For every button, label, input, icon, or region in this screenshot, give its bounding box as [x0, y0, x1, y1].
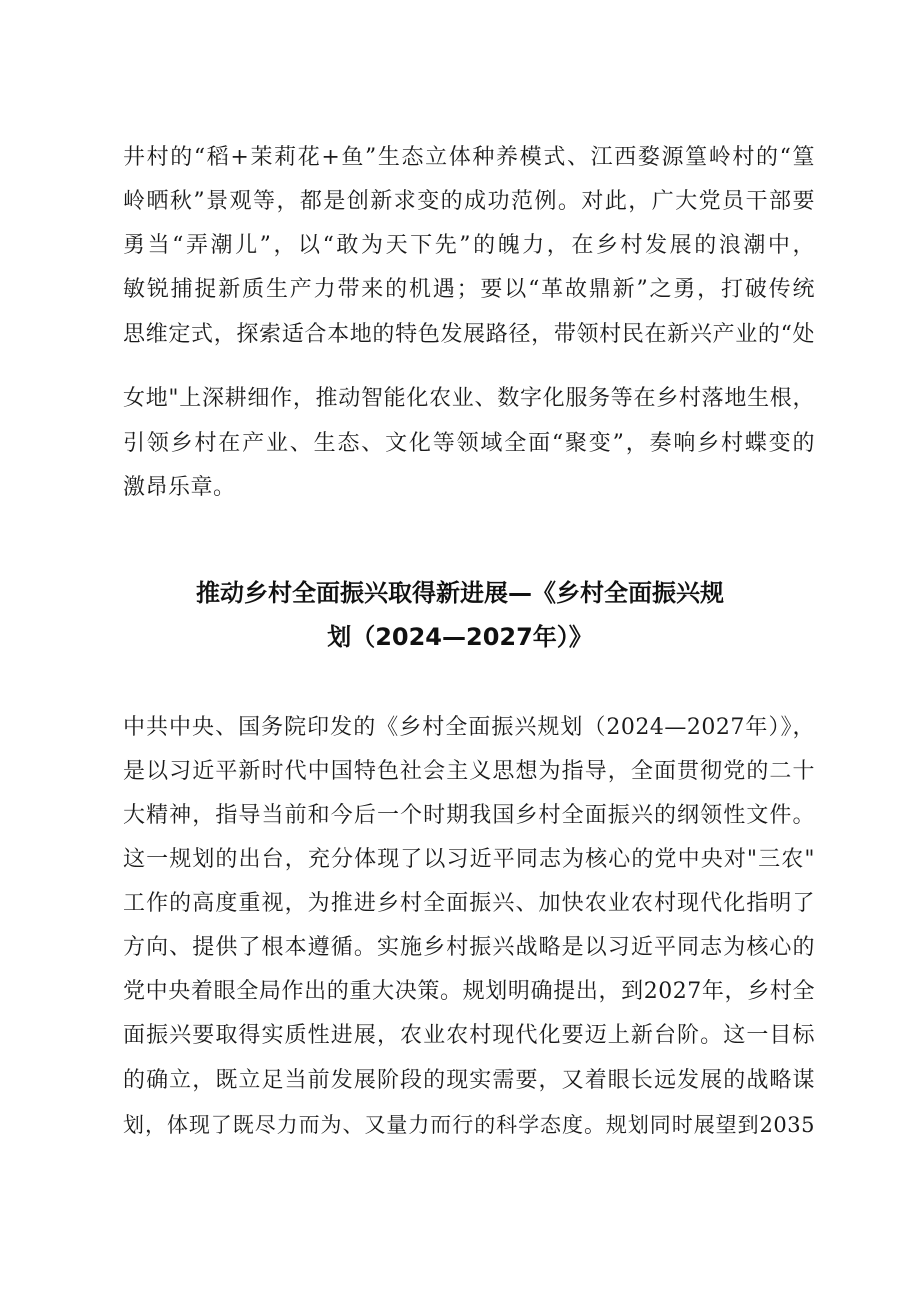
- paragraph-line: 女地"上深耕细作，推动智能化农业、数字化服务等在乡村落地生根，: [123, 386, 815, 411]
- section-heading-line-1: 推动乡村全面振兴取得新进展—《乡村全面振兴规: [196, 579, 724, 607]
- paragraph-line: 激昂乐章。: [123, 475, 236, 500]
- paragraph-line: 这一规划的出台，充分体现了以习近平同志为核心的党中央对"三农": [123, 847, 815, 872]
- paragraph-line: 党中央着眼全局作出的重大决策。规划明确提出，到2027年，乡村全: [123, 979, 815, 1004]
- paragraph-line: 引领乡村在产业、生态、文化等领域全面“聚变”，奏响乡村蝶变的: [123, 431, 815, 456]
- paragraph-line: 划，体现了既尽力而为、又量力而行的科学态度。规划同时展望到2035: [123, 1113, 815, 1137]
- paragraph-line: 思维定式，探索适合本地的特色发展路径，带领村民在新兴产业的“处: [123, 322, 815, 347]
- paragraph-line: 大精神，指导当前和今后一个时期我国乡村全面振兴的纲领性文件。: [123, 803, 815, 828]
- paragraph-line: 是以习近平新时代中国特色社会主义思想为指导，全面贯彻党的二十: [123, 759, 815, 784]
- paragraph-line: 面振兴要取得实质性进展，农业农村现代化要迈上新台阶。这一目标: [123, 1023, 815, 1048]
- paragraph-line: 井村的“稻+茉莉花+鱼”生态立体种养模式、江西婺源篁岭村的“篁: [123, 145, 815, 170]
- paragraph-line: 岭晒秋”景观等，都是创新求变的成功范例。对此，广大党员干部要: [123, 189, 815, 214]
- paragraph-line: 中共中央、国务院印发的《乡村全面振兴规划（2024—2027年）》，: [123, 715, 815, 740]
- paragraph-line: 的确立，既立足当前发展阶段的现实需要，又着眼长远发展的战略谋: [123, 1068, 815, 1093]
- paragraph-line: 方向、提供了根本遵循。实施乡村振兴战略是以习近平同志为核心的: [123, 935, 815, 960]
- paragraph-line: 工作的高度重视，为推进乡村全面振兴、加快农业农村现代化指明了: [123, 891, 815, 916]
- section-heading-line-2: 划（2024—2027年）》: [327, 623, 593, 651]
- paragraph-line: 敏锐捕捉新质生产力带来的机遇；要以“革故鼎新”之勇，打破传统: [123, 277, 815, 302]
- paragraph-line: 勇当“弄潮儿”，以“敢为天下先”的魄力，在乡村发展的浪潮中，: [123, 233, 815, 258]
